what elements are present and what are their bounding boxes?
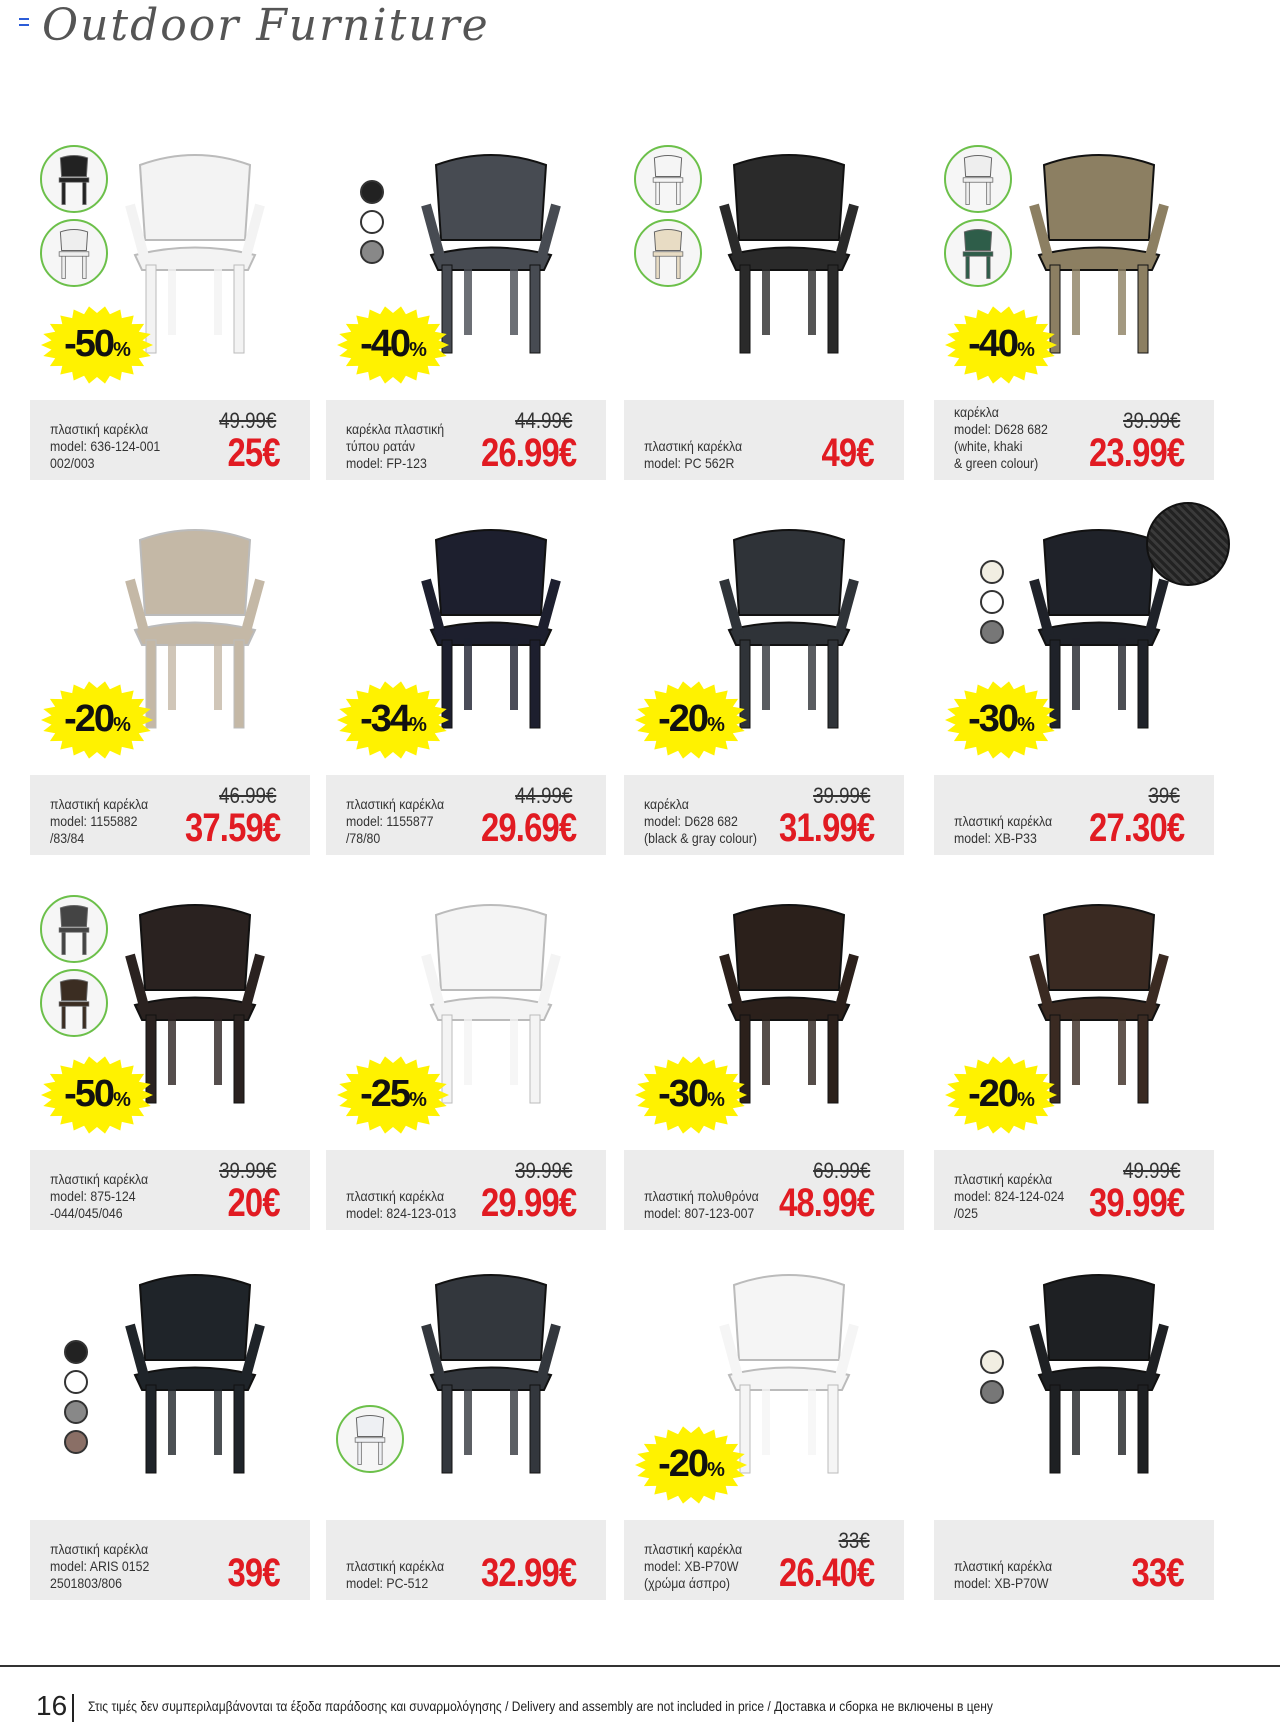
texture-sample — [1146, 502, 1230, 586]
price-box — [934, 1150, 1214, 1230]
product-image — [30, 510, 310, 775]
new-price: 32.99€ — [480, 1551, 576, 1595]
product-card — [30, 510, 310, 870]
product-image — [624, 510, 904, 775]
product-description: πλαστική καρέκλα model: PC 562R — [644, 438, 743, 471]
discount-label: -25% — [360, 1073, 427, 1115]
product-description: πλαστική καρέκλα model: 875-124 -044/045/046 — [50, 1171, 149, 1221]
product-card — [624, 510, 904, 870]
price-box — [326, 1150, 606, 1230]
product-image — [326, 510, 606, 775]
color-swatch — [64, 1370, 88, 1394]
new-price: 23.99€ — [1088, 431, 1184, 475]
old-price: 44.99€ — [514, 408, 572, 433]
price-box — [30, 775, 310, 855]
product-image — [326, 885, 606, 1150]
discount-badge — [634, 1055, 749, 1135]
product-description: πλαστική καρέκλα model: XB-P70W (χρώμα άσπρο) — [644, 1541, 743, 1591]
product-description: πλαστική καρέκλα model: 824-123-013 — [346, 1188, 457, 1221]
discount-badge — [634, 1425, 749, 1505]
product-image — [30, 885, 310, 1150]
discount-label: -30% — [658, 1073, 725, 1115]
variant-thumbnail — [40, 219, 108, 287]
new-price: 29.99€ — [480, 1181, 576, 1225]
old-price: 49.99€ — [218, 408, 276, 433]
new-price: 25€ — [227, 431, 280, 475]
color-swatch — [980, 1350, 1004, 1374]
price-box — [624, 1150, 904, 1230]
product-description: πλαστική πολυθρόνα model: 807-123-007 — [644, 1188, 759, 1221]
product-description: πλαστική καρέκλα model: XB-P33 — [954, 813, 1053, 846]
color-swatch — [64, 1430, 88, 1454]
discount-label: -34% — [360, 698, 427, 740]
variant-thumbnail — [634, 219, 702, 287]
chair-image — [714, 145, 864, 360]
page-header — [0, 0, 1280, 60]
new-price: 31.99€ — [778, 806, 874, 850]
product-card — [934, 1255, 1214, 1615]
new-price: 33€ — [1131, 1551, 1184, 1595]
price-box — [326, 1520, 606, 1600]
new-price: 49€ — [821, 431, 874, 475]
color-swatch — [980, 560, 1004, 584]
product-description: πλαστική καρέκλα model: XB-P70W — [954, 1558, 1053, 1591]
discount-badge — [944, 305, 1059, 385]
new-price: 39€ — [227, 1551, 280, 1595]
color-swatch — [360, 210, 384, 234]
product-card — [30, 885, 310, 1245]
product-image — [30, 1255, 310, 1520]
variant-thumbnails — [634, 145, 702, 293]
chair-image — [1024, 1265, 1174, 1480]
price-box — [934, 400, 1214, 480]
discount-badge — [944, 680, 1059, 760]
price-box — [624, 775, 904, 855]
price-box — [624, 1520, 904, 1600]
product-description: πλαστική καρέκλα model: 824-124-024 /025 — [954, 1171, 1065, 1221]
product-card — [326, 885, 606, 1245]
product-card — [934, 510, 1214, 870]
variant-thumbnail — [634, 145, 702, 213]
discount-label: -40% — [360, 323, 427, 365]
variant-thumbnails — [336, 1405, 404, 1479]
price-box — [30, 1150, 310, 1230]
old-price: 46.99€ — [218, 783, 276, 808]
chair-image — [120, 1265, 270, 1480]
product-card — [624, 1255, 904, 1615]
variant-thumbnail — [944, 219, 1012, 287]
product-image — [30, 135, 310, 400]
old-price: 39.99€ — [218, 1158, 276, 1183]
color-swatches — [980, 1350, 1004, 1410]
variant-thumbnail — [40, 969, 108, 1037]
product-image — [624, 885, 904, 1150]
discount-badge — [40, 680, 155, 760]
discount-badge — [944, 1055, 1059, 1135]
discount-badge — [40, 305, 155, 385]
product-card — [934, 135, 1214, 495]
product-image — [934, 885, 1214, 1150]
price-box — [934, 775, 1214, 855]
discount-label: -50% — [64, 323, 131, 365]
color-swatches — [980, 560, 1004, 650]
flag-icon — [19, 18, 29, 26]
color-swatch — [980, 590, 1004, 614]
discount-label: -30% — [968, 698, 1035, 740]
variant-thumbnails — [944, 145, 1012, 293]
product-description: καρέκλα πλαστική τύπου ρατάν model: FP-123 — [346, 421, 445, 471]
page-footer — [36, 1690, 1266, 1726]
old-price: 39.99€ — [514, 1158, 572, 1183]
new-price: 29.69€ — [480, 806, 576, 850]
product-card — [326, 135, 606, 495]
discount-badge — [336, 1055, 451, 1135]
discount-label: -50% — [64, 1073, 131, 1115]
price-box — [30, 400, 310, 480]
old-price: 39.99€ — [812, 783, 870, 808]
discount-badge — [40, 1055, 155, 1135]
color-swatch — [64, 1400, 88, 1424]
price-box — [624, 400, 904, 480]
old-price: 69.99€ — [812, 1158, 870, 1183]
old-price: 39.99€ — [1122, 408, 1180, 433]
price-box — [326, 775, 606, 855]
product-image — [934, 135, 1214, 400]
variant-thumbnails — [40, 895, 108, 1043]
price-box — [326, 400, 606, 480]
new-price: 20€ — [227, 1181, 280, 1225]
chair-image — [416, 1265, 566, 1480]
color-swatches — [360, 180, 384, 270]
product-description: πλαστική καρέκλα model: 1155877 /78/80 — [346, 796, 445, 846]
new-price: 26.40€ — [778, 1551, 874, 1595]
discount-label: -40% — [968, 323, 1035, 365]
new-price: 26.99€ — [480, 431, 576, 475]
old-price: 49.99€ — [1122, 1158, 1180, 1183]
new-price: 27.30€ — [1088, 806, 1184, 850]
color-swatches — [64, 1340, 88, 1460]
product-card — [30, 1255, 310, 1615]
product-description: καρέκλα model: D628 682 (white, khaki & green colour) — [954, 404, 1048, 471]
footer-divider — [0, 1665, 1280, 1667]
color-swatch — [980, 620, 1004, 644]
product-card — [30, 135, 310, 495]
color-swatch — [360, 240, 384, 264]
new-price: 37.59€ — [184, 806, 280, 850]
price-box — [30, 1520, 310, 1600]
product-card — [624, 885, 904, 1245]
variant-thumbnail — [944, 145, 1012, 213]
discount-label: -20% — [968, 1073, 1035, 1115]
product-image — [326, 135, 606, 400]
product-image — [624, 135, 904, 400]
discount-badge — [634, 680, 749, 760]
product-card — [326, 510, 606, 870]
variant-thumbnail — [40, 895, 108, 963]
old-price: 44.99€ — [514, 783, 572, 808]
discount-badge — [336, 680, 451, 760]
footer-separator — [72, 1694, 74, 1722]
product-image — [624, 1255, 904, 1520]
product-description: πλαστική καρέκλα model: PC-512 — [346, 1558, 445, 1591]
variant-thumbnail — [40, 145, 108, 213]
discount-badge — [336, 305, 451, 385]
old-price: 39€ — [1148, 783, 1180, 808]
product-description: πλαστική καρέκλα model: 636-124-001 002/003 — [50, 421, 161, 471]
color-swatch — [360, 180, 384, 204]
product-card — [326, 1255, 606, 1615]
product-description: πλαστική καρέκλα model: 1155882 /83/84 — [50, 796, 149, 846]
color-swatch — [980, 1380, 1004, 1404]
new-price: 39.99€ — [1088, 1181, 1184, 1225]
product-image — [934, 1255, 1214, 1520]
color-swatch — [64, 1340, 88, 1364]
price-box — [934, 1520, 1214, 1600]
product-description: καρέκλα model: D628 682 (black & gray colour) — [644, 796, 757, 846]
variant-thumbnail — [336, 1405, 404, 1473]
product-card — [624, 135, 904, 495]
product-card — [934, 885, 1214, 1245]
old-price: 33€ — [838, 1528, 870, 1553]
product-description: πλαστική καρέκλα model: ARIS 0152 2501803/806 — [50, 1541, 150, 1591]
footer-note: Στις τιμές δεν συμπεριλαμβάνονται τα έξοδα παράδοσης και συναρμολόγησης / Delivery and assembly are not included in price / Доставка и сборка не включены в цену — [88, 1698, 993, 1714]
product-image — [326, 1255, 606, 1520]
variant-thumbnails — [40, 145, 108, 293]
discount-label: -20% — [658, 1443, 725, 1485]
discount-label: -20% — [64, 698, 131, 740]
page-title: Outdoor Furniture — [42, 0, 490, 51]
product-image — [934, 510, 1214, 775]
page-number: 16 — [36, 1690, 68, 1721]
new-price: 48.99€ — [778, 1181, 874, 1225]
discount-label: -20% — [658, 698, 725, 740]
